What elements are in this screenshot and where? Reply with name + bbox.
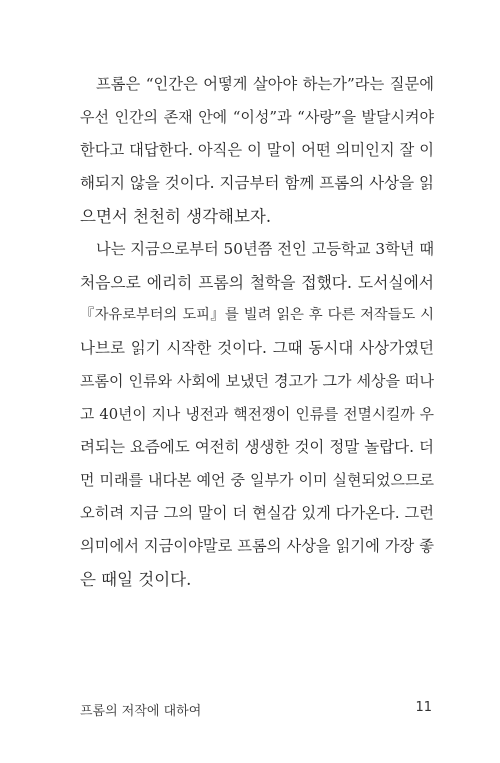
running-title: 프롬의 저작에 대하여 [80,704,202,719]
body-text [80,68,434,596]
text-line: 은 때일 것이다. [80,570,192,589]
text-line: 나는 지금으로부터 50년쯤 전인 고등학교 3학년 때 [96,240,435,258]
text-line: 해되지 않을 것이다. 지금부터 함께 프롬의 사상을 읽 [80,174,434,192]
page-footer [80,700,432,720]
text-line: 의미에서 지금이야말로 프롬의 사상을 읽기에 가장 좋 [80,537,434,555]
text-line: 프롬이 인류와 사회에 보냈던 경고가 그가 세상을 떠나 [80,372,434,390]
text-line: 려되는 요즘에도 여전히 생생한 것이 정말 놀랍다. 더 [80,438,434,456]
text-line: 나브로 읽기 시작한 것이다. 그때 동시대 사상가였던 [80,339,434,357]
text-line: 우선 인간의 존재 안에 “이성”과 “사랑”을 발달시켜야 [80,108,434,126]
text-line: 으면서 천천히 생각해보자. [80,207,272,226]
page-number: 11 [415,700,432,715]
text-line: 프롬은 “인간은 어떻게 살아야 하는가”라는 질문에 [96,75,434,93]
text-line: 처음으로 에리히 프롬의 철학을 접했다. 도서실에서 [80,273,434,292]
text-line: 고 40년이 지나 냉전과 핵전쟁이 인류를 전멸시킬까 우 [80,406,434,423]
text-line: 오히려 지금 그의 말이 더 현실감 있게 다가온다. 그런 [80,504,434,522]
text-line: 먼 미래를 내다본 예언 중 일부가 이미 실현되었으므로 [80,471,434,489]
text-line: 『자유로부터의 도피』를 빌려 읽은 후 다른 저작들도 시 [80,307,434,323]
text-line: 한다고 대답한다. 아직은 이 말이 어떤 의미인지 잘 이 [80,141,434,159]
